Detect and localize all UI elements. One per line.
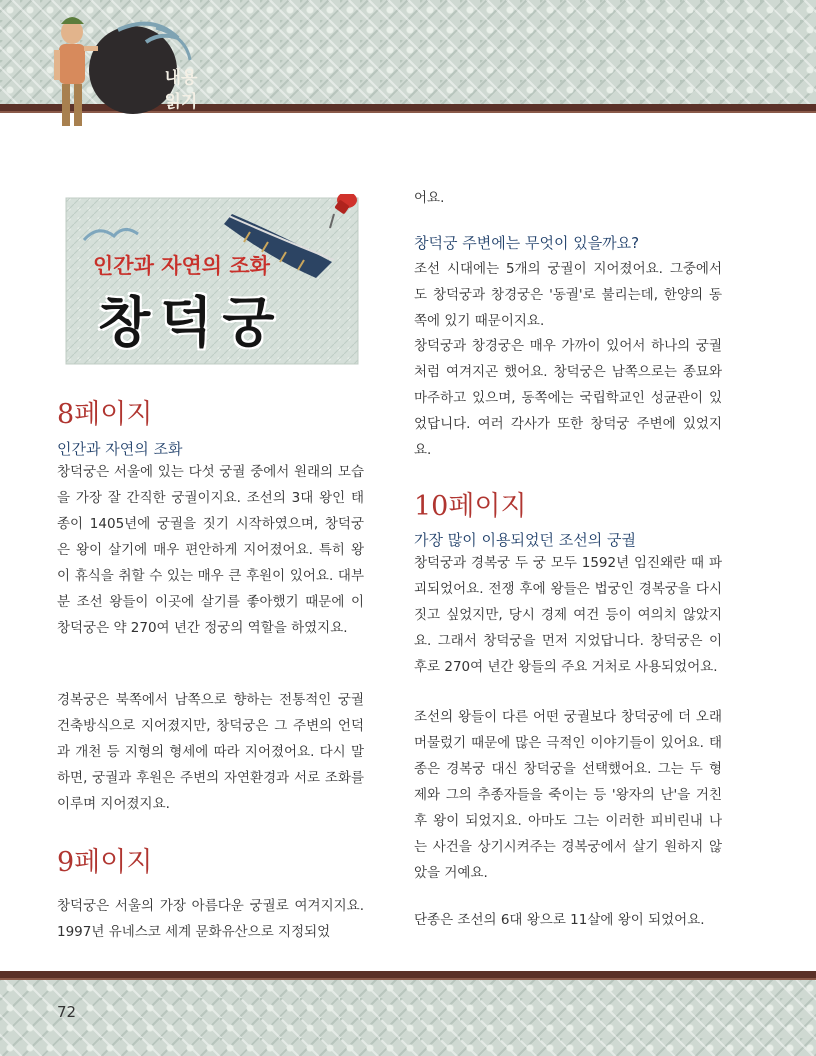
badge-line-1: 내용 [164,68,198,88]
paragraph-10a: 창덕궁과 경복궁 두 궁 모두 1592년 임진왜란 때 파괴되었어요. 전쟁 후에 왕들은 법궁인 경복궁을 다시 짓고 싶었지만, 당시 경제 여건 등이 여의치 않았지요. 그래서 창덕궁을 먼저 지었답니다. 창덕궁은 이후로 270여 년간 왕들의 주요 거처로 사용되었어요. [414,555,722,675]
paragraph-8a: 창덕궁은 서울에 있는 다섯 궁궐 중에서 원래의 모습을 가장 잘 간직한 궁궐이지요. 조선의 3대 왕인 태종이 1405년에 궁궐을 짓기 시작하였으며, 창덕궁은 왕이 살기에 매우 편안하게 지어졌어요. 특히 왕이 휴식을 취할 수 있는 매우 큰 후원이 있어요. 대부분 조선 왕들이 이곳에 살기를 좋아했기 때문에 이 창덕궁은 약 270여 년간 정궁의 역할을 하였지요. [57,464,364,636]
paragraph-continued: 어요. [414,190,445,206]
subheading-most-used-palace: 가장 많이 이용되었던 조선의 궁궐 [414,531,636,549]
heading-page-9: 9페이지 [57,847,153,878]
section-badge [48,8,198,128]
subheading-harmony: 인간과 자연의 조화 [57,440,183,458]
bottom-divider-line [0,971,816,978]
badge-line-2: 읽기 [164,92,198,112]
page-number: 72 [57,1003,77,1021]
paragraph-surround-b: 창덕궁과 창경궁은 매우 가까이 있어서 하나의 궁궐처럼 여겨지곤 했어요. 창덕궁은 남쪽으로는 종묘와 마주하고 있으며, 동쪽에는 국립학교인 성균관이 있었답니다. 여러 각사가 또한 창덕궁 주변에 있었지요. [414,338,722,458]
title-card-subtitle: 인간과 자연의 조화 [93,254,270,278]
heading-page-10: 10페이지 [414,491,527,522]
paragraph-10b: 조선의 왕들이 다른 어떤 궁궐보다 창덕궁에 더 오래 머물렀기 때문에 많은 극적인 이야기들이 있어요. 태종은 경복궁 대신 창덕궁을 선택했어요. 그는 두 형제와 그의 추종자들을 죽이는 등 '왕자의 난'을 거친 후 왕이 되었지요. 아마도 그는 이러한 피비린내 나는 사건을 상기시켜주는 경복궁에서 살기 원하지 않았을 거예요. [414,709,722,881]
subheading-surroundings: 창덕궁 주변에는 무엇이 있을까요? [414,234,640,252]
paragraph-8b: 경복궁은 북쪽에서 남쪽으로 향하는 전통적인 궁궐 건축방식으로 지어졌지만, 창덕궁은 그 주변의 언덕과 개천 등 지형의 형세에 따라 지어졌어요. 다시 말하면, 궁궐과 후원은 주변의 자연환경과 서로 조화를 이루며 지어졌지요. [57,692,364,812]
title-card-title: 창덕궁 [98,291,285,354]
badge-label [146,66,216,114]
paragraph-9: 창덕궁은 서울의 가장 아름다운 궁궐로 여겨지지요. 1997년 유네스코 세계 문화유산으로 지정되었 [57,898,364,940]
heading-page-8: 8페이지 [57,399,153,430]
paragraph-10c: 단종은 조선의 6대 왕으로 11살에 왕이 되었어요. [414,912,705,928]
paragraph-surround-a: 조선 시대에는 5개의 궁궐이 지어졌어요. 그중에서도 창덕궁과 창경궁은 '동궐'로 불리는데, 한양의 동쪽에 있기 때문이지요. [414,261,722,329]
bottom-pattern-band [0,978,816,1056]
